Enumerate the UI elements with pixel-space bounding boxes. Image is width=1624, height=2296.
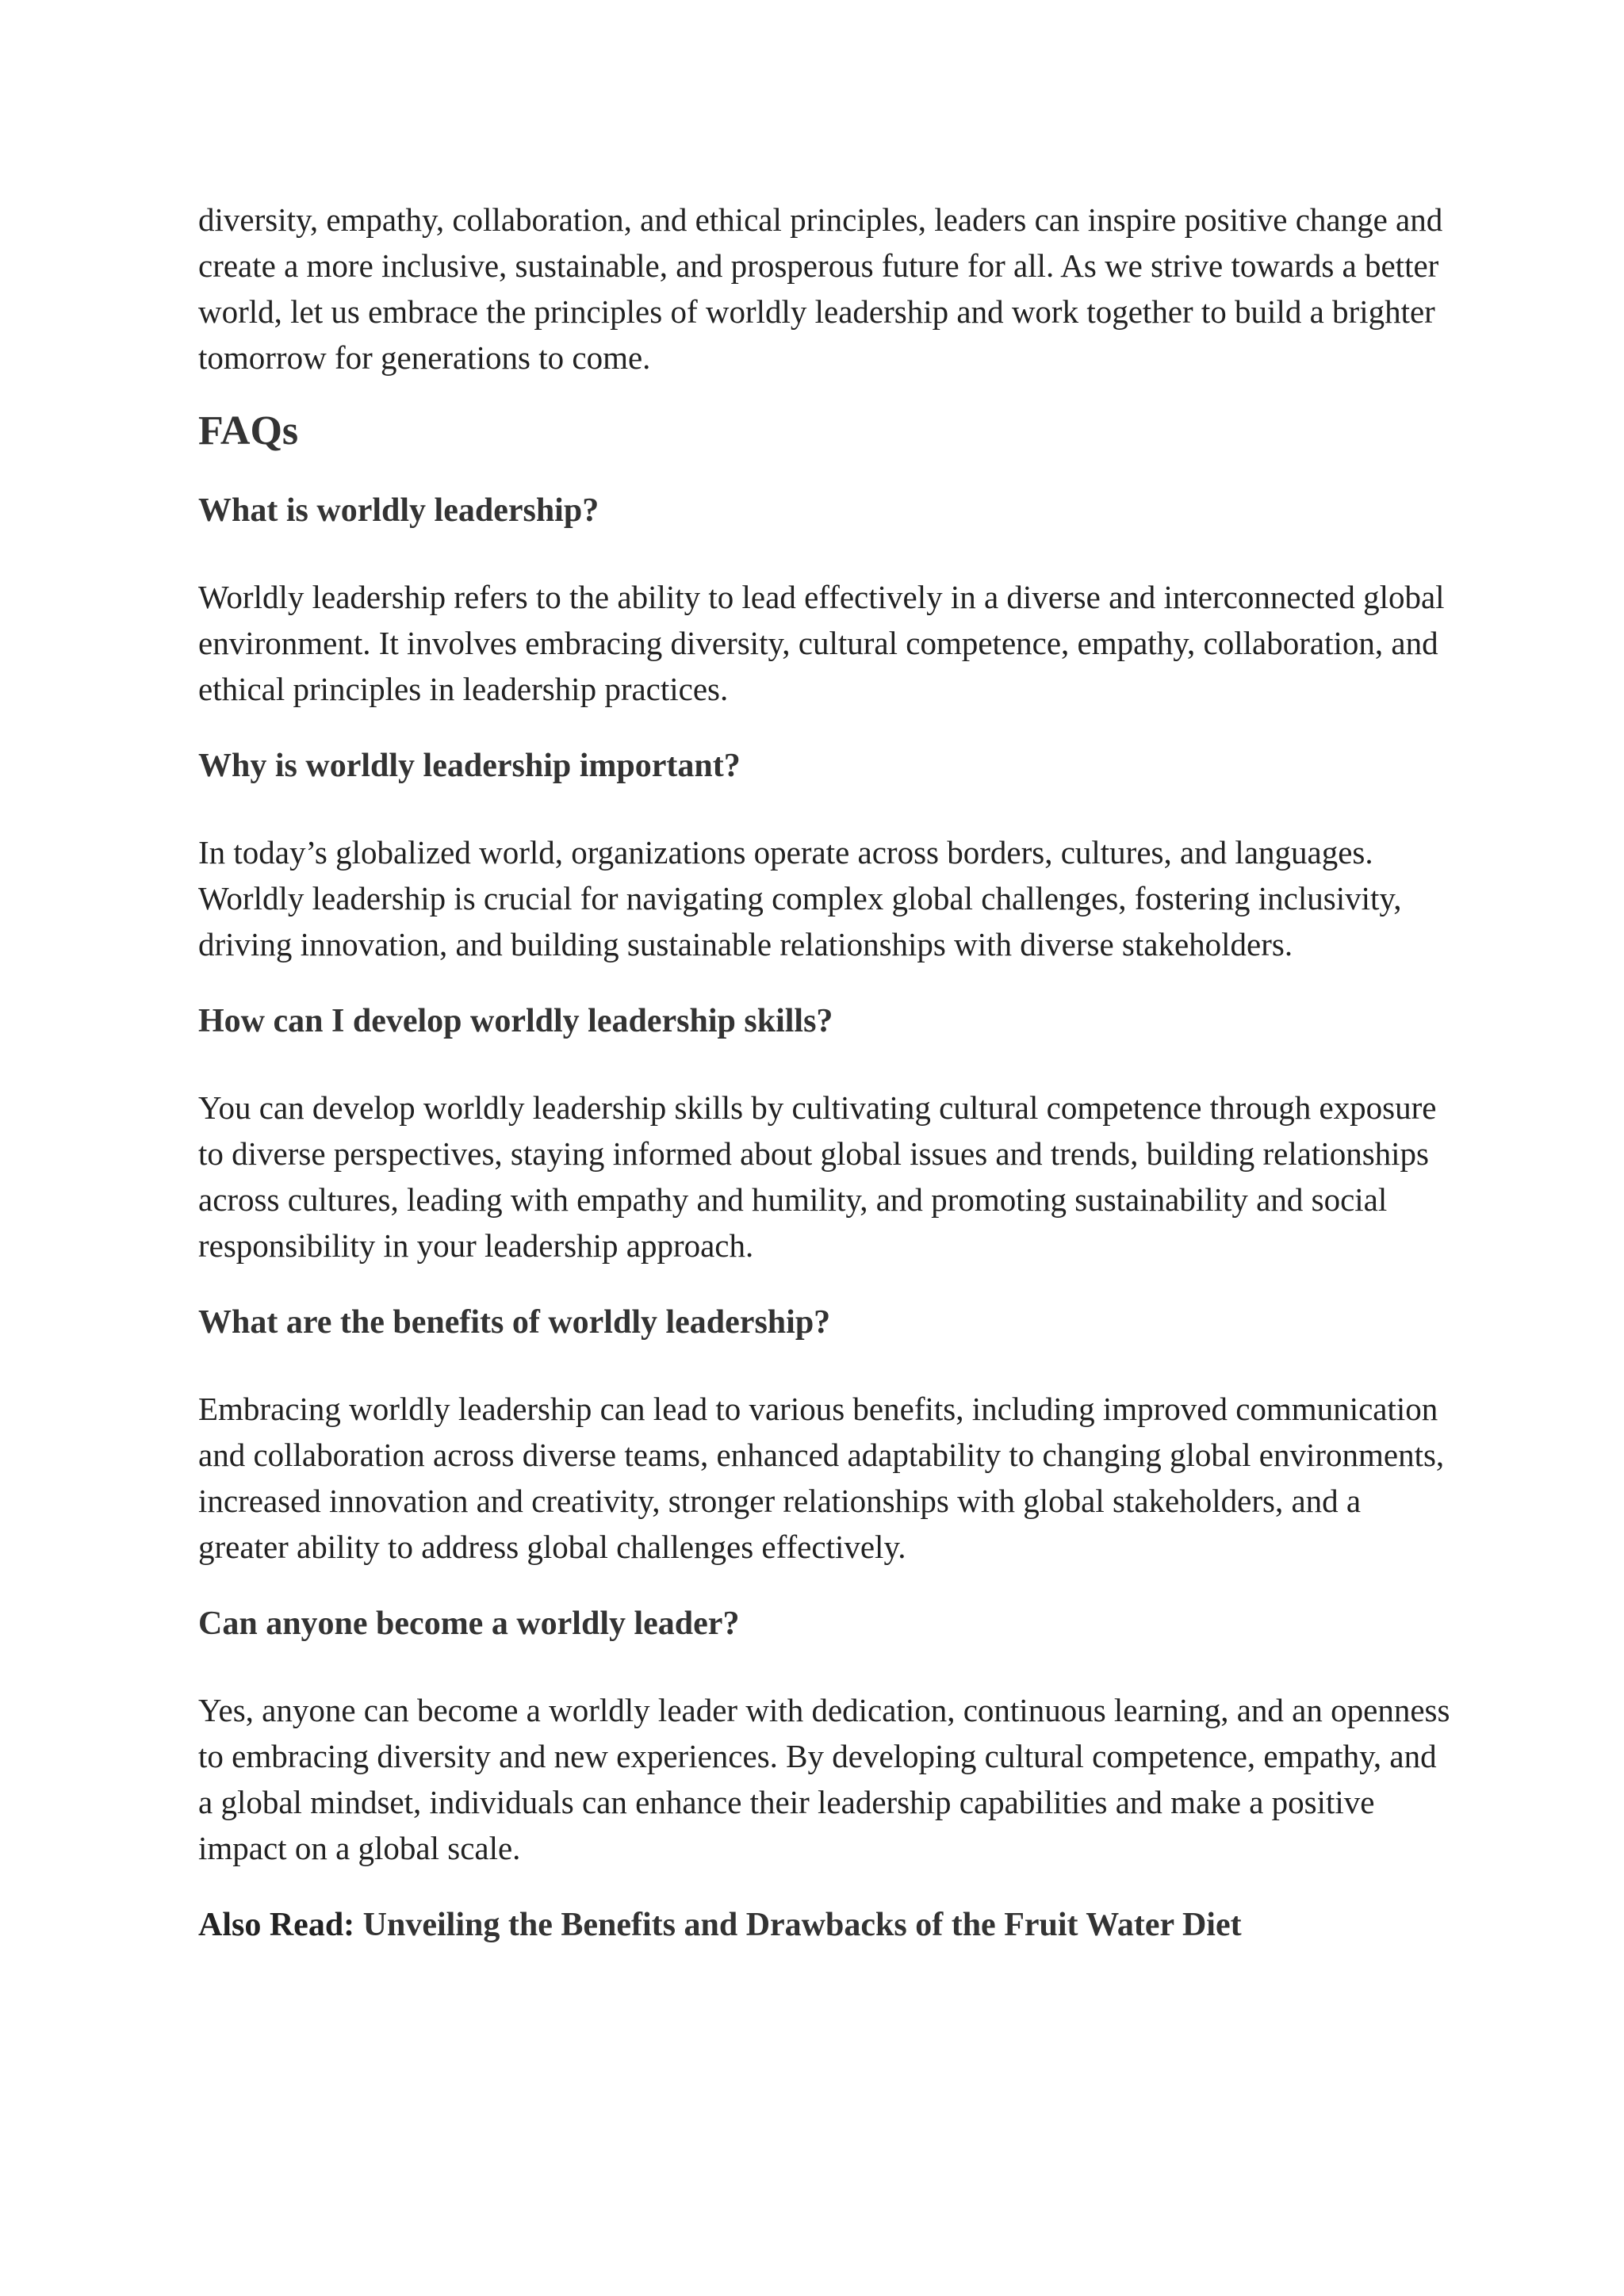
faq-question-2: Why is worldly leadership important?	[198, 748, 741, 784]
faq-answer-1: Worldly leadership refers to the ability to lead effectively in a diverse and interconnected global environment. It involves embracing diversity, cultural competence, empathy, collaboration, and ethical principles in leadership practices.	[198, 579, 1445, 707]
faq-answer-3: You can develop worldly leadership skills by cultivating cultural competence through exposure to diverse perspectives, staying informed about global issues and trends, building relationships across cultures, leading with empathy and humility, and promoting sustainability and social responsibility in your leadership approach.	[198, 1089, 1437, 1264]
faq-question-1: What is worldly leadership?	[198, 492, 599, 529]
faq-question-4: What are the benefits of worldly leadership?	[198, 1304, 831, 1341]
also-read-label: Also Read:	[198, 1907, 355, 1943]
also-read-link[interactable]: Unveiling the Benefits and Drawbacks of the Fruit Water Diet	[362, 1907, 1242, 1943]
also-read	[198, 1903, 1451, 1947]
faq-answer-4: Embracing worldly leadership can lead to various benefits, including improved communication and collaboration across diverse teams, enhanced adaptability to changing global environments, increased innovation and creativity, stronger relationships with global stakeholders, and a greater ability to address global challenges effectively.	[198, 1391, 1445, 1565]
document-page	[198, 197, 1451, 1947]
faqs-heading: FAQs	[198, 408, 299, 453]
faq-answer-5: Yes, anyone can become a worldly leader with dedication, continuous learning, and an openness to embracing diversity and new experiences. By developing cultural competence, empathy, and a global mindset, individuals can enhance their leadership capabilities and make a positive impact on a global scale.	[198, 1692, 1450, 1866]
faq-answer-2: In today’s globalized world, organizations operate across borders, cultures, and languages. Worldly leadership is crucial for navigating complex global challenges, fostering inclusivity, driving innovation, and building sustainable relationships with diverse stakeholders.	[198, 834, 1402, 962]
intro-paragraph: diversity, empathy, collaboration, and ethical principles, leaders can inspire positive change and create a more inclusive, sustainable, and prosperous future for all. As we strive towards a better world, let us embrace the principles of worldly leadership and work together to build a brighter tomorrow for generations to come.	[198, 201, 1443, 376]
faq-question-3: How can I develop worldly leadership skills?	[198, 1003, 833, 1039]
faq-question-5: Can anyone become a worldly leader?	[198, 1605, 740, 1642]
